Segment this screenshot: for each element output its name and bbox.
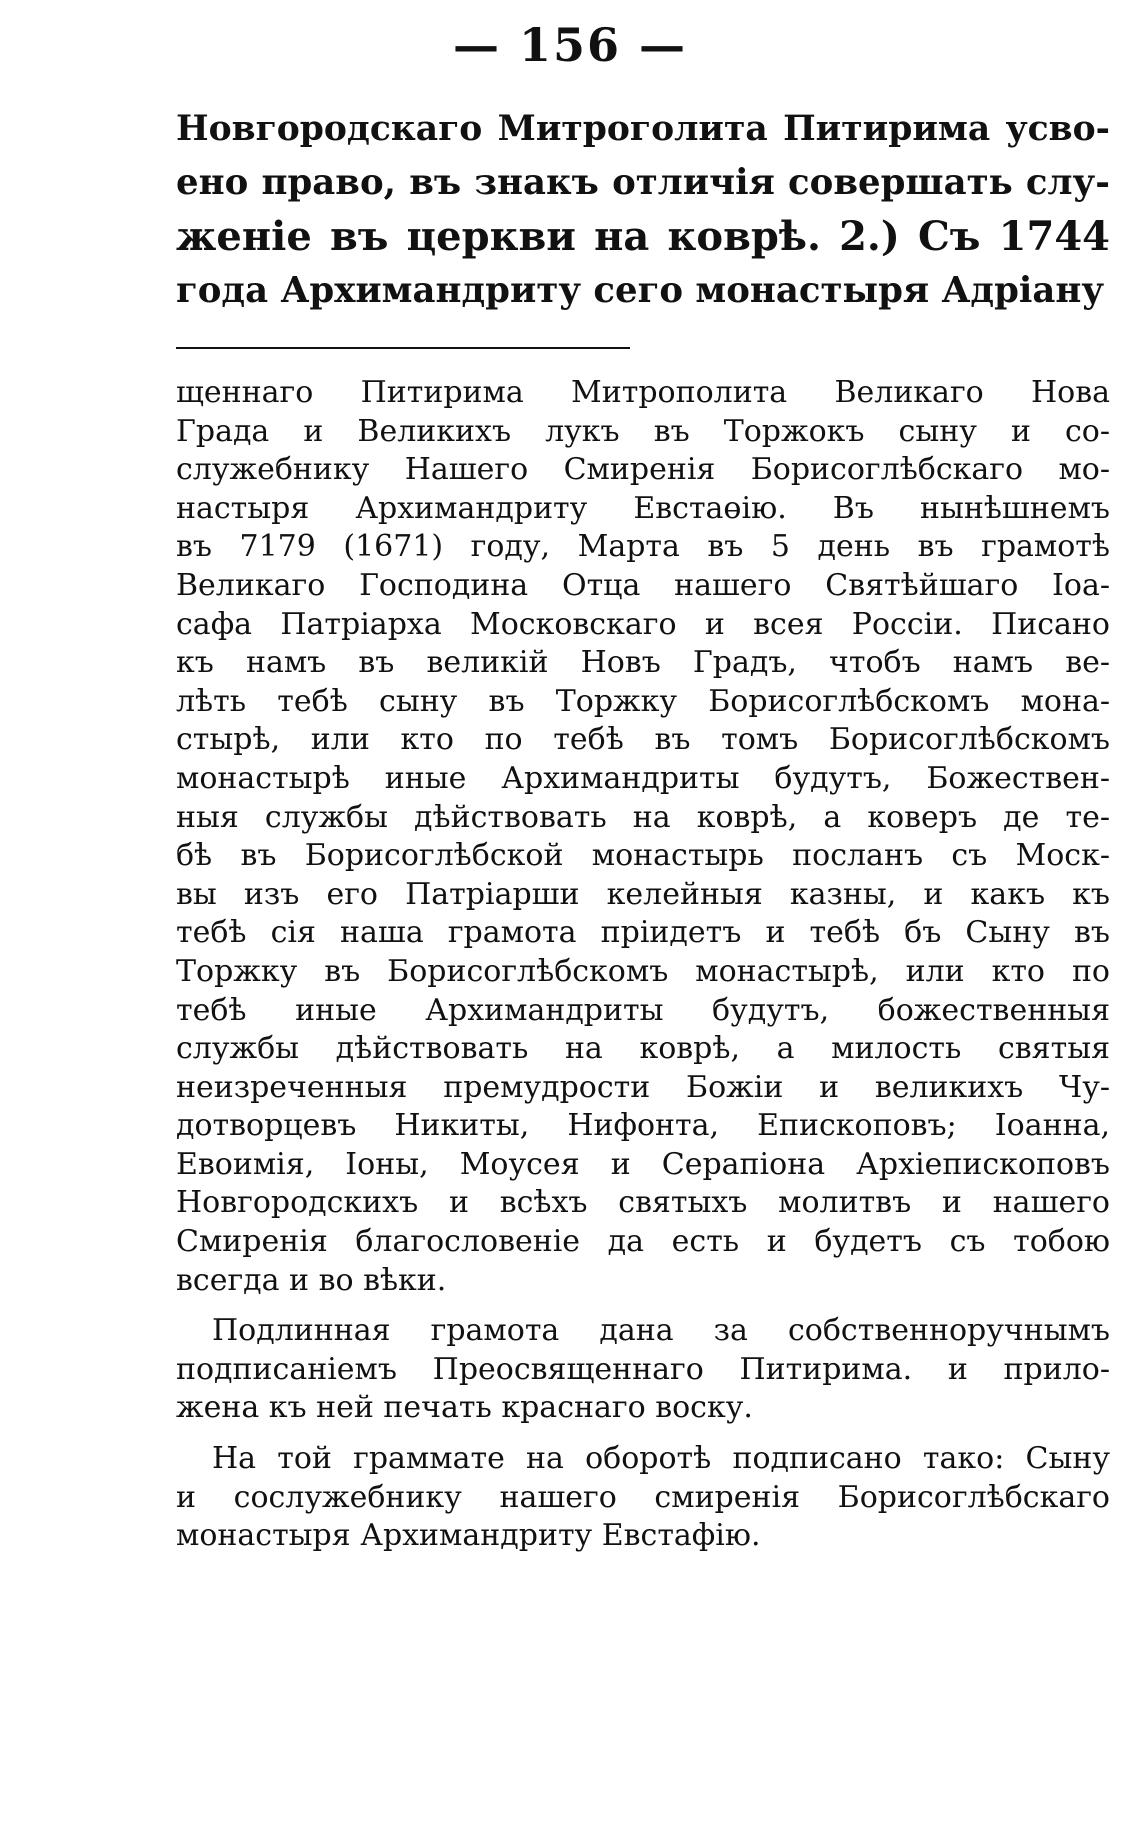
footnote-line: тебѣ иные Архимандриты будутъ, божественныя xyxy=(176,992,1110,1028)
footnote-line: жена къ ней печать краснаго воску. xyxy=(176,1390,753,1426)
footnote-line: тебѣ сія наша грамота пріидетъ и тебѣ бъ Сыну въ xyxy=(176,915,1110,951)
main-text-line: Новгородскаго Митроголита Питирима усво- xyxy=(176,109,1110,149)
footnote-divider xyxy=(176,347,630,349)
footnote-line: въ 7179 (1671) году, Марта въ 5 день въ грамотѣ xyxy=(176,529,1110,565)
footnote-line: Новгородскихъ и всѣхъ святыхъ молитвъ и нашего xyxy=(176,1185,1110,1221)
main-text xyxy=(176,102,1110,318)
footnote-line: Града и Великихъ лукъ въ Торжокъ сыну и со- xyxy=(176,413,1110,449)
footnote-line: къ намъ въ великій Новъ Градъ, чтобъ намъ ве- xyxy=(176,645,1110,681)
footnote-line: Великаго Господина Отца нашего Святѣйшаго Іоа- xyxy=(176,567,1110,603)
footnote-line: дотворцевъ Никиты, Нифонта, Епископовъ; Іоанна, xyxy=(176,1108,1110,1144)
footnote-line: службы дѣйствовать на коврѣ, а милость святыя xyxy=(176,1031,1110,1067)
footnote-line: монастырѣ иные Архимандриты будутъ, Божествен- xyxy=(176,760,1110,796)
footnote-line: стырѣ, или кто по тебѣ въ томъ Борисоглѣбскомъ xyxy=(176,722,1110,758)
footnote-line: служебнику Нашего Смиренія Борисоглѣбскаго мо- xyxy=(176,452,1110,488)
paragraph-gap xyxy=(176,1300,1110,1312)
footnote-line: Смиренія благословеніе да есть и будетъ съ тобою xyxy=(176,1224,1110,1260)
footnote-paragraph-original xyxy=(176,1312,1110,1428)
footnote-line: лѣть тебѣ сыну въ Торжку Борисоглѣбскомъ мона- xyxy=(176,683,1110,719)
main-text-line: ено право, въ знакъ отличія совершать слу- xyxy=(176,162,1110,203)
footnote-line: вы изъ его Патріарши келейныя казны, и какъ къ xyxy=(176,876,1110,912)
footnote-line: Евоимія, Іоны, Моусея и Серапіона Архіепископовъ xyxy=(176,1146,1110,1182)
footnote-paragraph-charter xyxy=(176,374,1110,1300)
footnote-line: ныя службы дѣйствовать на коврѣ, а коверъ де те- xyxy=(176,799,1110,835)
footnote-line: щеннаго Питирима Митрополита Великаго Нова xyxy=(176,375,1110,410)
footnote-line: Подлинная грамота дана за собственноручнымъ xyxy=(212,1313,1110,1349)
footnote-line: неизреченныя премудрости Божіи и великихъ Чу- xyxy=(176,1069,1110,1105)
footnote-line: настыря Архимандриту Евстаөію. Въ нынѣшнемъ xyxy=(176,490,1110,526)
footnote-line: и сослужебнику нашего смиренія Борисоглѣбскаго xyxy=(176,1479,1110,1515)
footnote xyxy=(176,374,1110,1556)
footnote-line: всегда и во вѣки. xyxy=(176,1262,447,1298)
footnote-line: подписаніемъ Преосвященнаго Питирима. и прило- xyxy=(176,1351,1110,1387)
footnote-line: На той граммате на оборотѣ подписано тако: Сыну xyxy=(212,1441,1110,1477)
main-text-line: года Архимандриту сего монастыря Адріану xyxy=(176,270,1105,311)
footnote-line: бѣ въ Борисоглѣбской монастырь посланъ съ Моск- xyxy=(176,838,1110,874)
footnote-paragraph-reverse xyxy=(176,1440,1110,1556)
footnote-line: Торжку въ Борисоглѣбскомъ монастырѣ, или кто по xyxy=(176,953,1110,989)
footnote-line: монастыря Архимандриту Евстафію. xyxy=(176,1518,761,1554)
main-text-line: женіе въ церкви на коврѣ. 2.) Съ 1744 xyxy=(176,213,1110,260)
footnote-line: сафа Патріарха Московскаго и всея Россіи. Писано xyxy=(176,606,1110,642)
page-number: — 156 — xyxy=(452,18,688,72)
paragraph-gap xyxy=(176,1428,1110,1440)
